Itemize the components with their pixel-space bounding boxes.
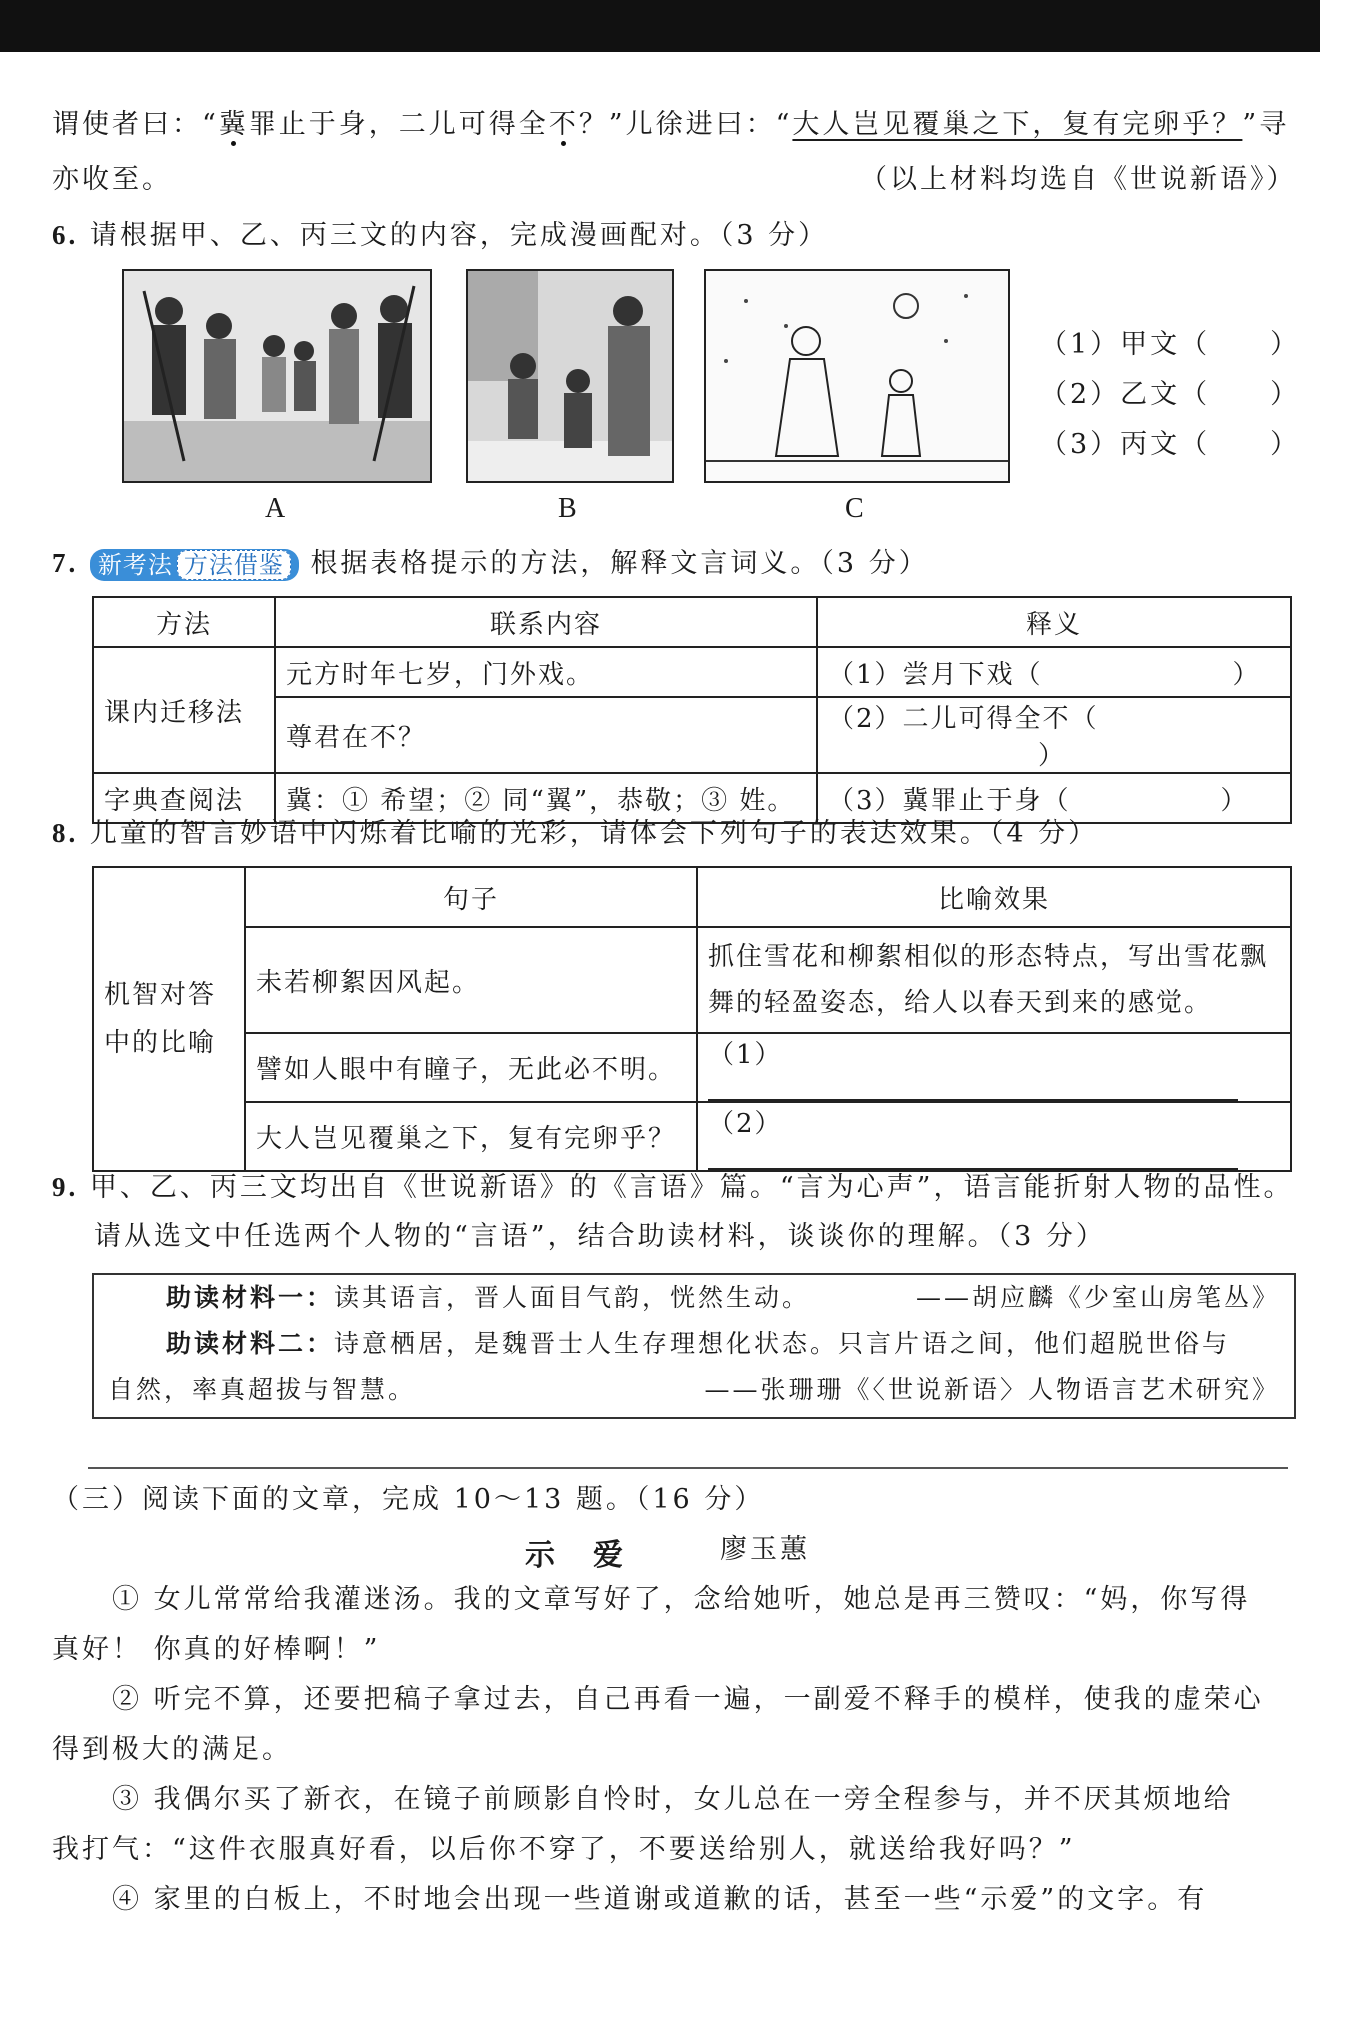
top-black-bar [0, 0, 1320, 52]
q7-method-2: 字典查阅法 [93, 773, 275, 823]
q7-row2-meaning[interactable]: （2）二儿可得全不（） [817, 697, 1291, 773]
reading-aid-box [92, 1273, 1296, 1419]
q8-table [92, 866, 1292, 1172]
match-yi[interactable]: （2）乙文（ ） [1040, 379, 1301, 410]
match-bing[interactable]: （3）丙文（ ） [1040, 429, 1301, 460]
passage-line-1: 谓使者曰：“冀罪止于身，二儿可得全不？”儿徐进曰：“大人岂见覆巢之下，复有完卵乎？”寻 [52, 109, 1290, 140]
reading-aid-2: 助读材料二：诗意栖居，是魏晋士人生存理想化状态。只言片语之间，他们超脱世俗与 [166, 1329, 1231, 1358]
q7-row1-meaning[interactable]: （1）尝月下戏（ ） [817, 647, 1291, 697]
comic-a-image [122, 269, 432, 483]
article-para-3: ③ 我偶尔买了新衣，在镜子前顾影自怜时，女儿总在一旁全程参与，并不厌其烦地给 [112, 1784, 1234, 1815]
q8-row1-sentence: 未若柳絮因风起。 [245, 927, 697, 1033]
q7-header-method: 方法 [93, 597, 275, 647]
question-6: 6. 请根据甲、乙、丙三文的内容，完成漫画配对。（3 分） [52, 220, 829, 251]
comic-c-image [704, 269, 1010, 483]
q8-row3-effect[interactable]: （2） [697, 1102, 1291, 1171]
q7-row3-content: 冀：① 希望；② 同“翼”，恭敬；③ 姓。 [275, 773, 817, 823]
q7-table [92, 596, 1292, 824]
q8-row3-sentence: 大人岂见覆巢之下，复有完卵乎？ [245, 1102, 697, 1171]
q7-header-content: 联系内容 [275, 597, 817, 647]
source-note: （以上材料均选自《世说新语》） [860, 164, 1297, 195]
q8-header-effect: 比喻效果 [697, 867, 1291, 927]
article-para-2: ② 听完不算，还要把稿子拿过去，自己再看一遍，一副爱不释手的模样，使我的虚荣心 [112, 1684, 1264, 1715]
reading-aid-1: 助读材料一：读其语言，晋人面目气韵，恍然生动。 ——胡应麟《少室山房笔丛》 [166, 1283, 1280, 1312]
underlined-quote: 大人岂见覆巢之下，复有完卵乎？ [792, 109, 1243, 140]
passage-line-2: 亦收至。 [52, 164, 172, 195]
comic-a-label: A [265, 493, 286, 524]
q7-row2-content: 尊君在不？ [275, 697, 817, 773]
article-para-1-cont: 真好！ 你真的好棒啊！” [52, 1634, 381, 1665]
q8-row2-effect[interactable]: （1） [697, 1033, 1291, 1102]
q7-row1-content: 元方时年七岁，门外戏。 [275, 647, 817, 697]
comic-b-image [466, 269, 674, 483]
article-para-2-cont: 得到极大的满足。 [52, 1734, 292, 1765]
comic-b-label: B [558, 493, 577, 524]
q8-left-label: 机智对答 中的比喻 [93, 867, 245, 1171]
q7-header-meaning: 释义 [817, 597, 1291, 647]
question-7: 7. 新考法 方法借鉴 根据表格提示的方法，解释文言词义。（3 分） [52, 548, 929, 579]
article-para-4: ④ 家里的白板上，不时地会出现一些道谢或道歉的话，甚至一些“示爱”的文字。有 [112, 1884, 1208, 1915]
article-title: 示 爱 [525, 1538, 627, 1573]
reading-aid-2-cont: 自然，率真超拔与智慧。 ——张珊珊《〈世说新语〉人物语言艺术研究》 [108, 1375, 1280, 1404]
question-8: 8. 儿童的智言妙语中闪烁着比喻的光彩，请体会下列句子的表达效果。（4 分） [52, 818, 1099, 849]
new-method-badge: 新考法 方法借鉴 [90, 549, 299, 581]
section-divider [88, 1467, 1288, 1469]
article-para-1: ① 女儿常常给我灌迷汤。我的文章写好了，念给她听，她总是再三赞叹：“妈，你写得 [112, 1584, 1251, 1615]
article-author: 廖玉蕙 [720, 1534, 810, 1565]
q7-method-1: 课内迁移法 [93, 647, 275, 773]
q7-row3-meaning[interactable]: （3）冀罪止于身（ ） [817, 773, 1291, 823]
comic-c-label: C [845, 493, 864, 524]
match-jia[interactable]: （1）甲文（ ） [1040, 329, 1301, 360]
question-9-line-1: 9. 甲、乙、丙三文均出自《世说新语》的《言语》篇。“言为心声”，语言能折射人物的品性。 [52, 1172, 1294, 1203]
q8-row2-sentence: 譬如人眼中有瞳子，无此必不明。 [245, 1033, 697, 1102]
q8-header-sentence: 句子 [245, 867, 697, 927]
part-3-intro: （三）阅读下面的文章，完成 10～13 题。（16 分） [52, 1484, 765, 1515]
article-para-3-cont: 我打气：“这件衣服真好看，以后你不穿了，不要送给别人，就送给我好吗？” [52, 1834, 1076, 1865]
q8-row1-effect: 抓住雪花和柳絮相似的形态特点，写出雪花飘 舞的轻盈姿态，给人以春天到来的感觉。 [697, 927, 1291, 1033]
question-9-line-2: 请从选文中任选两个人物的“言语”，结合助读材料，谈谈你的理解。（3 分） [94, 1221, 1106, 1252]
